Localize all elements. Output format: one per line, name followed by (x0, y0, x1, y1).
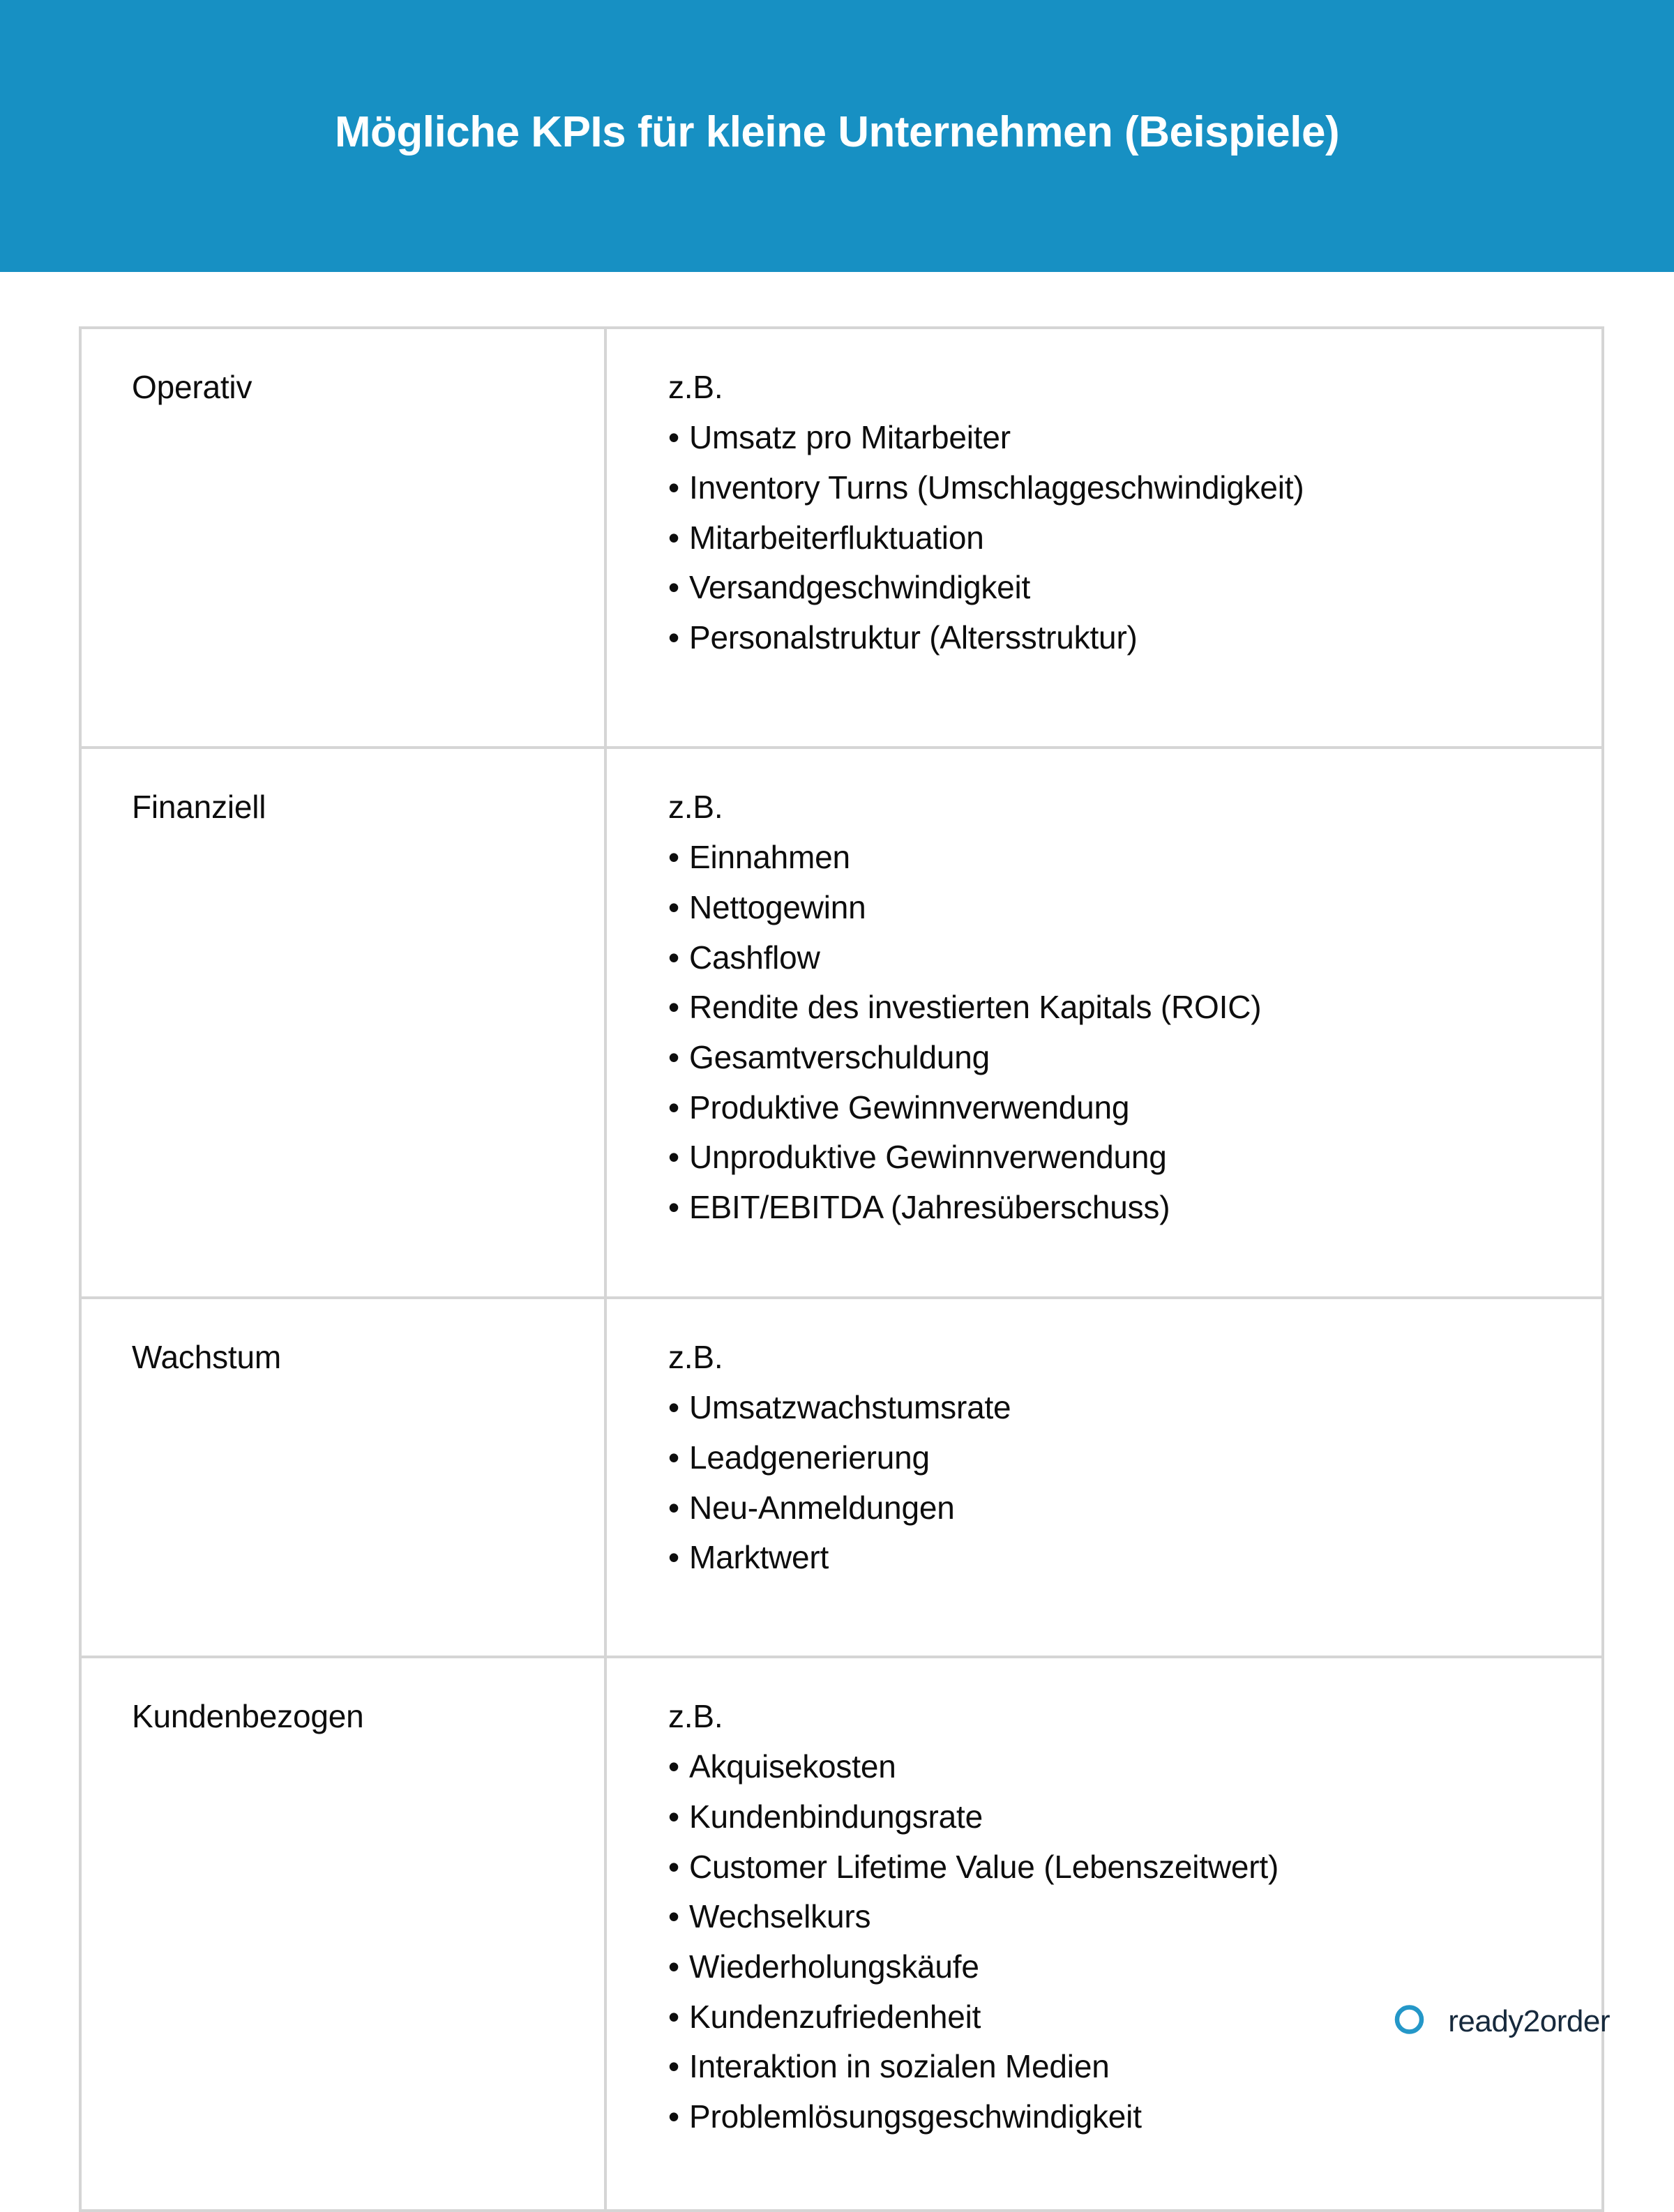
kpi-table (79, 326, 1604, 2212)
example-prefix-label: z.B. (668, 1698, 723, 1734)
list-item (668, 1800, 1574, 1835)
bullet-icon: • (668, 1139, 679, 1176)
list-item (668, 1190, 1574, 1225)
list-item-label: Wechselkurs (689, 1898, 871, 1935)
bullet-icon: • (668, 1389, 679, 1426)
bullet-icon: • (668, 1439, 679, 1476)
list-item-label: Marktwert (689, 1539, 829, 1576)
bullet-icon: • (668, 619, 679, 656)
list-item (668, 2100, 1574, 2135)
category-cell-kundenbezogen (82, 1657, 605, 2209)
category-label: Wachstum (132, 1339, 281, 1375)
items-cell-finanziell (605, 748, 1601, 1298)
list-item-label: Unproduktive Gewinnverwendung (689, 1139, 1167, 1176)
category-label: Kundenbezogen (132, 1698, 364, 1734)
bullet-icon: • (668, 888, 679, 925)
bullet-icon: • (668, 1539, 679, 1576)
list-item-label: Kundenbindungsrate (689, 1798, 983, 1835)
list-item-label: Einnahmen (689, 839, 850, 876)
bullet-icon: • (668, 1998, 679, 2035)
kpi-list-finanziell (668, 840, 1574, 1225)
ready2order-rings-icon (1378, 2000, 1437, 2043)
list-item-label: Cashflow (689, 939, 820, 976)
list-item (668, 1491, 1574, 1526)
list-item (668, 1950, 1574, 1985)
list-item (668, 990, 1574, 1025)
list-item (668, 1441, 1574, 1476)
list-item-label: Umsatz pro Mitarbeiter (689, 419, 1011, 456)
bullet-icon: • (668, 469, 679, 506)
category-cell-finanziell (82, 748, 605, 1298)
list-item-label: Umsatzwachstumsrate (689, 1389, 1011, 1426)
kpi-list-operativ (668, 421, 1574, 655)
bullet-icon: • (668, 569, 679, 606)
list-item-label: Wiederholungskäufe (689, 1948, 979, 1985)
example-prefix-label: z.B. (668, 1339, 723, 1375)
bullet-icon: • (668, 2048, 679, 2085)
list-item-label: Produktive Gewinnverwendung (689, 1089, 1130, 1126)
list-item (668, 1850, 1574, 1885)
list-item-label: Customer Lifetime Value (Lebenszeitwert) (689, 1848, 1279, 1885)
bullet-icon: • (668, 1898, 679, 1935)
list-item (668, 570, 1574, 605)
list-item (668, 888, 1574, 925)
table-row (82, 1657, 1601, 2209)
list-item (668, 521, 1574, 556)
bullet-icon: • (668, 939, 679, 976)
list-item-label: Gesamtverschuldung (689, 1038, 990, 1075)
list-item (668, 421, 1574, 455)
list-item-label: Kundenzufriedenheit (689, 1998, 981, 2035)
category-label: Operativ (132, 369, 252, 405)
bullet-icon: • (668, 1089, 679, 1126)
list-item (668, 840, 1574, 875)
list-item-label: Neu-Anmeldungen (689, 1489, 955, 1526)
kpi-list-wachstum (668, 1391, 1574, 1575)
logo-wordmark: ready2order (1448, 2003, 1610, 2038)
bullet-icon: • (668, 519, 679, 556)
bullet-icon: • (668, 2098, 679, 2135)
bullet-icon: • (668, 1188, 679, 1225)
bullet-icon: • (668, 1948, 679, 1985)
list-item-label: Rendite des investierten Kapitals (ROIC) (689, 989, 1262, 1026)
bullet-icon: • (668, 419, 679, 456)
bullet-icon: • (668, 839, 679, 876)
list-item (668, 1540, 1574, 1575)
list-item-label: Mitarbeiterfluktuation (689, 519, 984, 556)
items-cell-wachstum (605, 1298, 1601, 1657)
bullet-icon: • (668, 1489, 679, 1526)
list-item-label: Inventory Turns (Umschlaggeschwindigkeit) (689, 469, 1304, 506)
header-banner (0, 0, 1674, 272)
bullet-icon: • (668, 989, 679, 1026)
kpi-list-kundenbezogen (668, 1750, 1574, 2134)
list-item-label: Interaktion in sozialen Medien (689, 2048, 1110, 2085)
items-cell-operativ (605, 329, 1601, 748)
list-item (668, 1750, 1574, 1785)
list-item (668, 2050, 1574, 2084)
list-item (668, 941, 1574, 976)
bullet-icon: • (668, 1848, 679, 1885)
table-row (82, 748, 1601, 1298)
list-item (668, 1091, 1574, 1126)
list-item (668, 1040, 1574, 1075)
list-item-label: Nettogewinn (689, 888, 866, 925)
table-row (82, 1298, 1601, 1657)
list-item (668, 1391, 1574, 1425)
example-prefix-label: z.B. (668, 789, 723, 825)
list-item-label: Versandgeschwindigkeit (689, 569, 1031, 606)
bullet-icon: • (668, 1038, 679, 1075)
list-item-label: Akquisekosten (689, 1748, 896, 1785)
list-item-label: EBIT/EBITDA (Jahresüberschuss) (689, 1188, 1170, 1225)
table-row (82, 329, 1601, 748)
list-item (668, 471, 1574, 506)
bullet-icon: • (668, 1748, 679, 1785)
list-item-label: Leadgenerierung (689, 1439, 930, 1476)
list-item-label: Problemlösungsgeschwindigkeit (689, 2098, 1142, 2135)
category-cell-wachstum (82, 1298, 605, 1657)
list-item (668, 1900, 1574, 1934)
page-title: Mögliche KPIs für kleine Unternehmen (Beispiele) (334, 107, 1340, 156)
category-label: Finanziell (132, 789, 266, 825)
example-prefix-label: z.B. (668, 369, 723, 405)
brand-logo (1378, 2000, 1610, 2043)
list-item (668, 621, 1574, 656)
list-item-label: Personalstruktur (Altersstruktur) (689, 619, 1138, 656)
list-item (668, 1140, 1574, 1175)
bullet-icon: • (668, 1798, 679, 1835)
category-cell-operativ (82, 329, 605, 748)
items-cell-kundenbezogen (605, 1657, 1601, 2209)
